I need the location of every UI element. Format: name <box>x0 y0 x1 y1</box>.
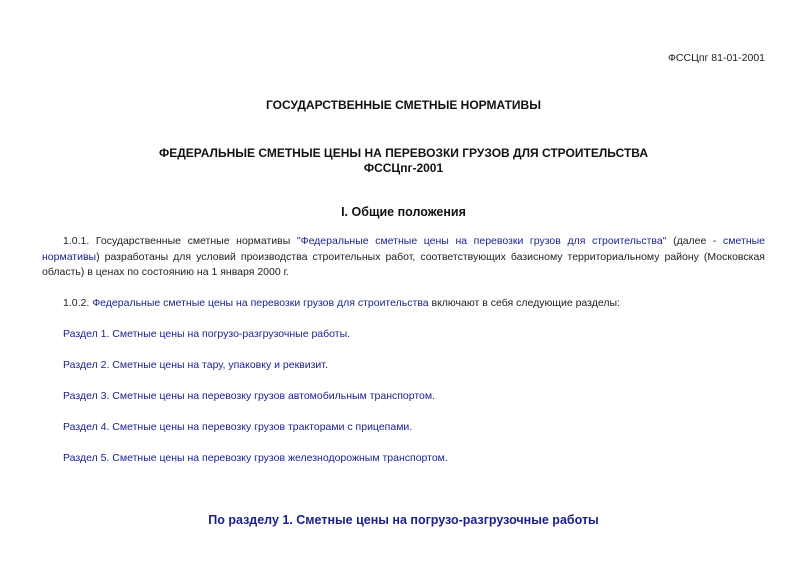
link-federal-prices[interactable]: "Федеральные сметные цены на перевозки грузов для строительства" <box>296 235 667 247</box>
document-subtitle <box>0 146 807 176</box>
subtitle-line-1: ФЕДЕРАЛЬНЫЕ СМЕТНЫЕ ЦЕНЫ НА ПЕРЕВОЗКИ ГРУЗОВ ДЛЯ СТРОИТЕЛЬСТВА <box>158 146 649 160</box>
para1-suffix: ) разработаны для условий производства строительных работ, соответствующих базисному территориальному району (Московская область) в ценах по состоянию на 1 января 2000 г. <box>42 250 765 278</box>
link-federal-prices-2[interactable]: Федеральные сметные цены на перевозки грузов для строительства <box>92 297 429 309</box>
para1-prefix: 1.0.1. Государственные сметные нормативы <box>63 235 297 247</box>
toc-link-section-1[interactable]: Раздел 1. Сметные цены на погрузо-разгрузочные работы. <box>63 328 351 340</box>
paragraph-1-0-1 <box>42 234 765 281</box>
para2-prefix: 1.0.2. <box>63 297 93 309</box>
subtitle-line-2: ФССЦпг-2001 <box>363 161 444 175</box>
document-code: ФССЦпг 81-01-2001 <box>667 52 765 64</box>
paragraph-1-0-2 <box>42 296 765 312</box>
para2-suffix: включают в себя следующие разделы: <box>428 297 620 309</box>
toc-link-section-3[interactable]: Раздел 3. Сметные цены на перевозку грузов автомобильным транспортом. <box>63 390 436 402</box>
section-1-heading: По разделу 1. Сметные цены на погрузо-разгрузочные работы <box>208 513 599 527</box>
toc-link-section-2[interactable]: Раздел 2. Сметные цены на тару, упаковку и реквизит. <box>63 359 328 371</box>
para1-middle: (далее - <box>666 235 724 247</box>
toc-link-section-5[interactable]: Раздел 5. Сметные цены на перевозку грузов железнодорожным транспортом. <box>63 452 448 464</box>
document-title: ГОСУДАРСТВЕННЫЕ СМЕТНЫЕ НОРМАТИВЫ <box>266 98 541 112</box>
link-estimate-norms[interactable]: сметные нормативы <box>42 235 766 263</box>
toc-link-section-4[interactable]: Раздел 4. Сметные цены на перевозку грузов тракторами с прицепами. <box>63 421 413 433</box>
section-heading: I. Общие положения <box>341 205 466 219</box>
